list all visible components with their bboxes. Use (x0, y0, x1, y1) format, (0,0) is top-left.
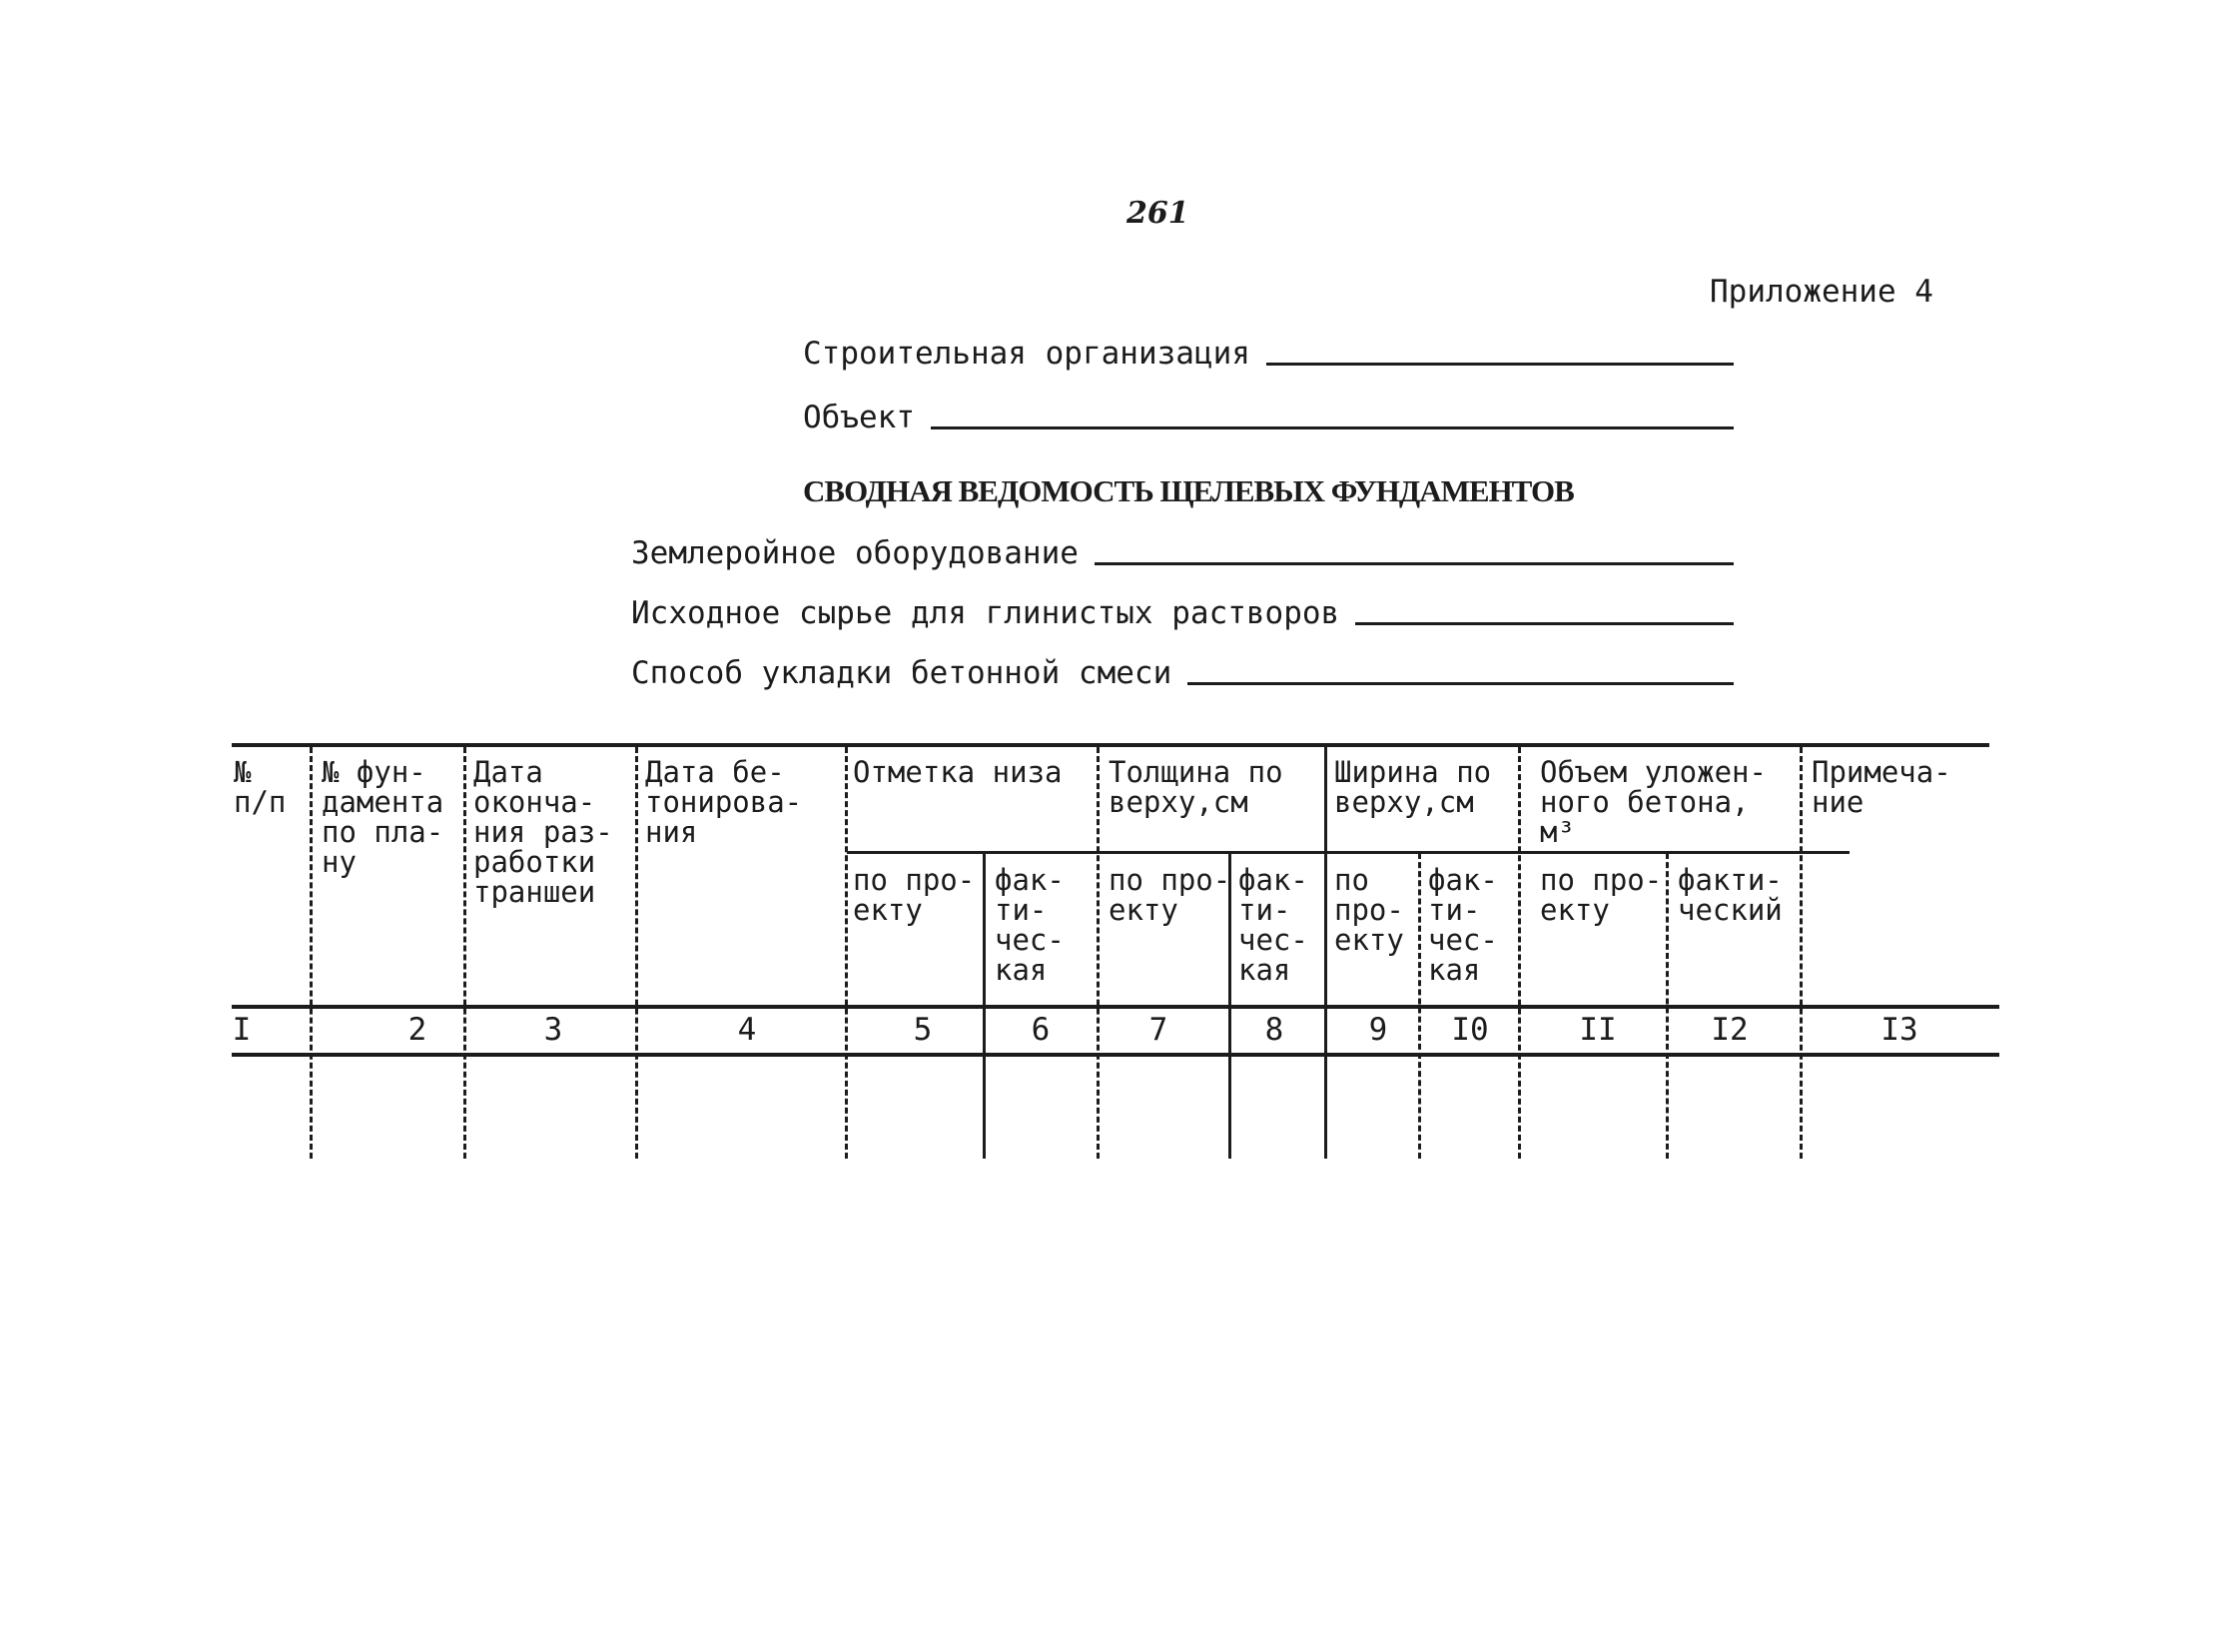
header-thickness-design: по про- екту (1109, 863, 1231, 927)
column-number: I (232, 1012, 252, 1048)
raw-material-field (631, 595, 1734, 631)
object-label: Объект (803, 400, 915, 435)
equipment-field (631, 535, 1734, 571)
col-divider (845, 747, 848, 1159)
equipment-label: Землеройное оборудование (631, 535, 1079, 571)
header-volume-actual: факти- ческий (1678, 863, 1783, 927)
column-number: 8 (1264, 1012, 1284, 1048)
col-divider (1324, 747, 1327, 1159)
column-number: I2 (1711, 1012, 1749, 1048)
header-row-number: № п/п (234, 755, 287, 819)
numbers-bottom-rule (232, 1053, 1999, 1057)
header-foundation-number: № фун- дамента по пла- ну (322, 755, 444, 879)
column-number: II (1579, 1012, 1617, 1048)
col-divider (1418, 853, 1421, 1159)
col-divider (463, 747, 466, 1159)
header-concrete-volume: Объем уложен- ного бетона, м³ (1540, 755, 1767, 849)
col-divider (1518, 747, 1521, 1159)
raw-material-blank-line[interactable] (1355, 622, 1734, 625)
subheader-rule (847, 851, 1850, 854)
column-number: I3 (1880, 1012, 1918, 1048)
header-mark-design: по про- екту (853, 863, 976, 927)
header-width-actual: фак- ти- чес- кая (1428, 863, 1498, 987)
org-blank-line[interactable] (1266, 363, 1734, 366)
column-number: I0 (1451, 1012, 1489, 1048)
equipment-blank-line[interactable] (1095, 562, 1734, 565)
header-width-design: по про- екту (1334, 863, 1404, 957)
column-number: 4 (737, 1012, 757, 1048)
column-number: 7 (1148, 1012, 1168, 1048)
header-bottom-rule (232, 1005, 1999, 1009)
raw-material-label: Исходное сырье для глинистых растворов (631, 595, 1340, 631)
header-top-width: Ширина по верху,см (1334, 755, 1492, 819)
col-divider (983, 853, 986, 1159)
table-top-rule (232, 743, 1989, 747)
header-notes: Примеча- ние (1812, 755, 1951, 819)
column-number: 2 (407, 1012, 427, 1048)
header-concreting-date: Дата бе- тонирова- ния (645, 755, 803, 849)
page-number: 261 (1126, 196, 1189, 231)
col-divider (635, 747, 638, 1159)
header-volume-design: по про- екту (1540, 863, 1663, 927)
col-divider (1800, 747, 1803, 1159)
header-top-thickness: Толщина по верху,см (1109, 755, 1283, 819)
concrete-method-field (631, 655, 1734, 691)
header-bottom-mark: Отметка низа (853, 755, 1063, 789)
col-divider (1097, 747, 1100, 1159)
object-field (803, 400, 1734, 435)
concrete-method-blank-line[interactable] (1187, 682, 1734, 685)
col-divider (1666, 853, 1669, 1159)
column-number: 5 (913, 1012, 933, 1048)
foundations-table (232, 743, 1999, 1163)
column-number: 9 (1368, 1012, 1388, 1048)
header-mark-actual: фак- ти- чес- кая (995, 863, 1065, 987)
object-blank-line[interactable] (931, 426, 1734, 429)
column-number: 3 (543, 1012, 563, 1048)
org-label: Строительная организация (803, 336, 1250, 372)
concrete-method-label: Способ укладки бетонной смеси (631, 655, 1172, 691)
column-number: 6 (1031, 1012, 1051, 1048)
appendix-label: Приложение 4 (1710, 274, 1933, 310)
col-divider (310, 747, 313, 1159)
document-title: СВОДНАЯ ВЕДОМОСТЬ ЩЕЛЕВЫХ ФУНДАМЕНТОВ (803, 473, 1574, 508)
org-field (803, 336, 1734, 372)
header-thickness-actual: фак- ти- чес- кая (1238, 863, 1308, 987)
header-trench-end-date: Дата оконча- ния раз- работки траншеи (473, 755, 613, 909)
